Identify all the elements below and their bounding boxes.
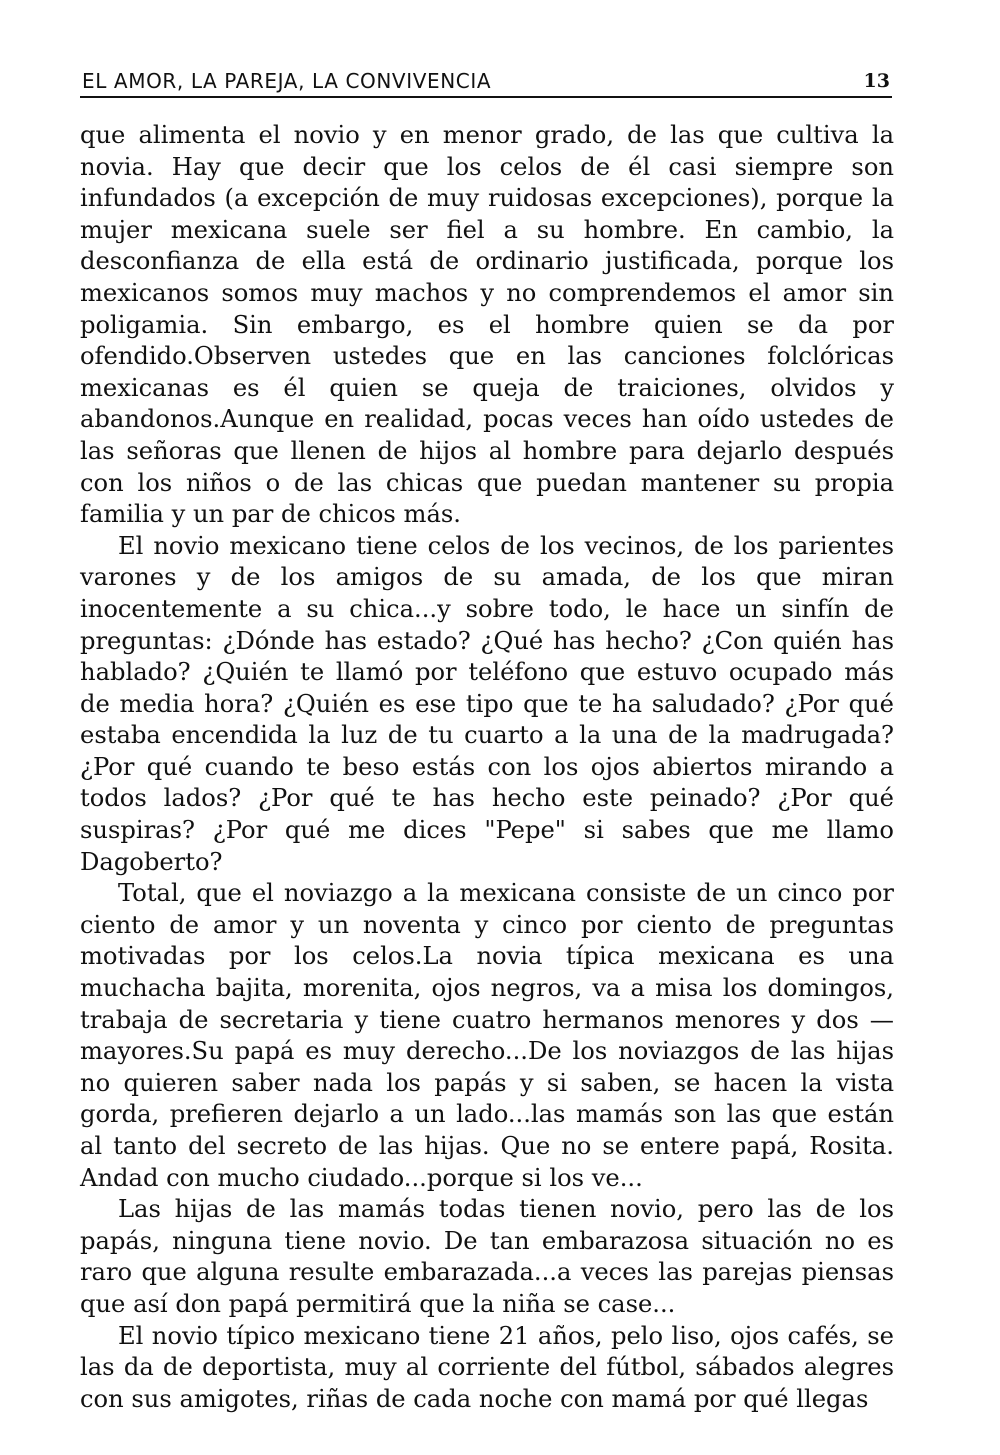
running-header <box>80 70 892 98</box>
paragraph-4: Las hijas de las mamás todas tienen novio, pero las de los papás, ninguna tiene novio. De tan embarazosa situación no es raro que alguna resulte embarazada...a veces las parejas piensas que así don papá permitirá que la niña se case... <box>80 1195 894 1318</box>
paragraph-2: El novio mexicano tiene celos de los vecinos, de los parientes varones y de los amigos de su amada, de los que miran inocentemente a su chica...y sobre todo, le hace un sinfín de preguntas: ¿Dónde has estado? ¿Qué has hecho? ¿Con quién has hablado? ¿Quién te llamó por teléfono que estuvo ocupado más de media hora? ¿Quién es ese tipo que te ha saludado? ¿Por qué estaba encendida la luz de tu cuarto a la una de la madrugada? ¿Por qué cuando te beso estás con los ojos abiertos mirando a todos lados? ¿Por qué te has hecho este peinado? ¿Por qué suspiras? ¿Por qué me dices "Pepe" si sabes que me llamo Dagoberto? <box>80 531 894 876</box>
paragraph-3: Total, que el noviazgo a la mexicana consiste de un cinco por ciento de amor y un noventa y cinco por ciento de preguntas motivadas por los celos.La novia típica mexicana es una muchacha bajita, morenita, ojos negros, va a misa los domingos, trabaja de secretaria y tiene cuatro hermanos menores y dos — mayores.Su papá es muy derecho...De los noviazgos de las hijas no quieren saber nada los papás y si saben, se hacen la vista gorda, prefieren dejarlo a un lado...las mamás son las que están al tanto del secreto de las hijas. Que no se entere papá, Rosita. Andad con mucho ciudado...porque si los ve... <box>80 879 894 1192</box>
paragraph-5: El novio típico mexicano tiene 21 años, pelo liso, ojos cafés, se las da de deportista, muy al corriente del fútbol, sábados alegres con sus amigotes, riñas de cada noche con mamá por qué llegas <box>80 1321 894 1413</box>
paragraph-1: que alimenta el novio y en menor grado, de las que cultiva la novia. Hay que decir que los celos de él casi siempre son infundados (a excepción de muy ruidosas excepciones), porque la mujer mexicana suele ser fiel a su hombre. En cambio, la desconfianza de ella está de ordinario justificada, porque los mexicanos somos muy machos y no comprendemos el amor sin poligamia. Sin embargo, es el hombre quien se da por ofendido.Observen ustedes que en las canciones folclóricas mexicanas es él quien se queja de traiciones, olvidos y abandonos.Aunque en realidad, pocas veces han oído ustedes de las señoras que llenen de hijos al hombre para dejarlo después con los niños o de las chicas que puedan mantener su propia familia y un par de chicos más. <box>80 121 894 529</box>
running-title: EL AMOR, LA PAREJA, LA CONVIVENCIA <box>82 69 492 93</box>
page-number: 13 <box>863 70 890 92</box>
body-text <box>80 120 894 1415</box>
